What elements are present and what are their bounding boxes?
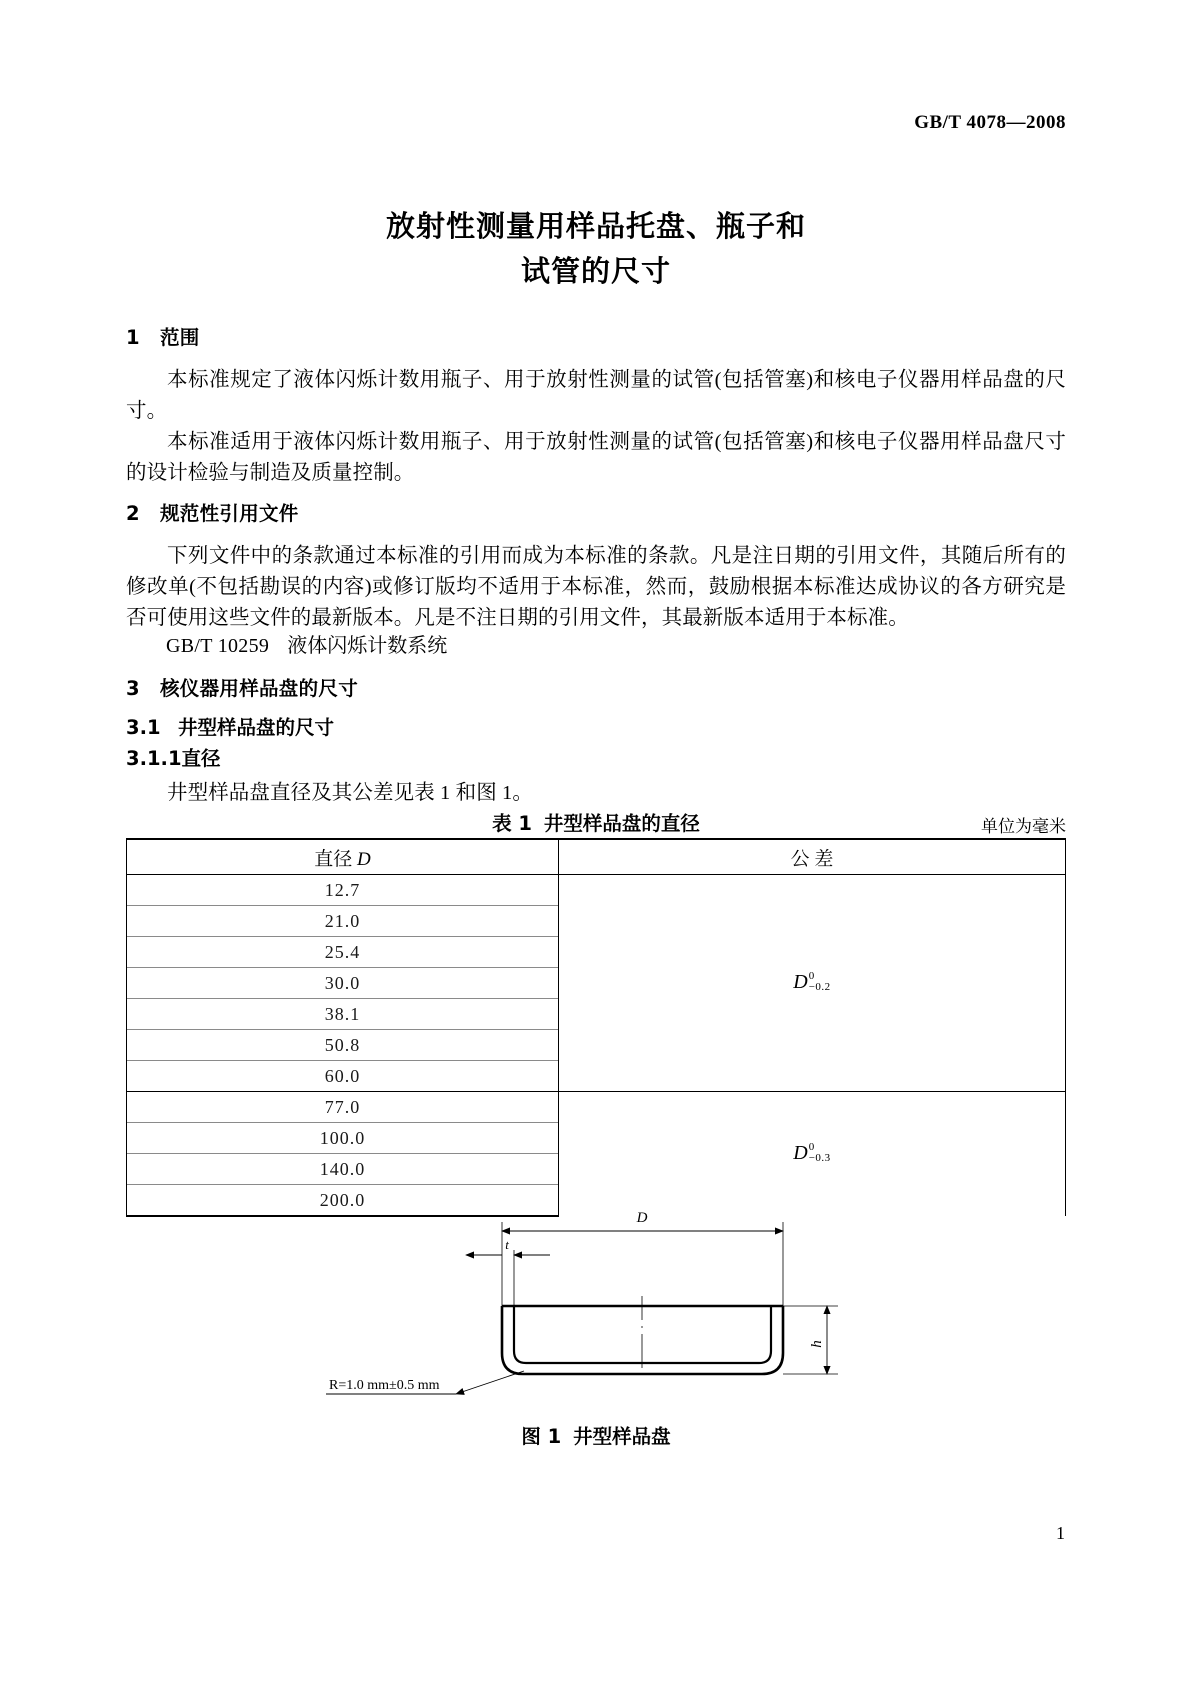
normative-reference-list	[126, 631, 1066, 662]
clause-1-heading	[126, 324, 1066, 352]
clause-1-title: 范围	[160, 326, 200, 349]
cell-diameter: 140.0	[127, 1154, 559, 1185]
table-row	[127, 1092, 1066, 1123]
clause-2-heading	[126, 500, 1066, 528]
paragraph: 下列文件中的条款通过本标准的引用而成为本标准的条款。凡是注日期的引用文件，其随后所有的修改单(不包括勘误的内容)或修订版均不适用于本标准，然而，鼓励根据本标准达成协议的各方研究是否可使用这些文件的最新版本。凡是不注日期的引用文件，其最新版本适用于本标准。	[126, 545, 1066, 629]
table-unit-note: 单位为毫米	[981, 817, 1066, 837]
cell-diameter: 30.0	[127, 968, 559, 999]
figure-caption-label: 图 1	[521, 1425, 562, 1448]
title-line-1: 放射性测量用样品托盘、瓶子和	[385, 209, 806, 243]
tolerance-values	[809, 971, 831, 994]
cell-diameter: 21.0	[127, 906, 559, 937]
figure-caption	[126, 1421, 1066, 1449]
table-caption	[126, 808, 1066, 836]
tolerance-upper: 0	[808, 969, 815, 982]
radius-note: R=1.0 mm±0.5 mm	[329, 1378, 440, 1393]
clause-1-number: 1	[126, 326, 140, 349]
column-header-diameter-text: 直径	[314, 848, 353, 870]
cell-diameter: 100.0	[127, 1123, 559, 1154]
radius-leader-line	[456, 1371, 524, 1394]
cell-diameter: 200.0	[127, 1185, 559, 1217]
subclause-3-1-1-title: 直径	[181, 747, 221, 770]
dimension-label-thickness: t	[505, 1237, 509, 1252]
subclause-3-1-1-number: 3.1.1	[126, 747, 182, 770]
cell-diameter: 25.4	[127, 937, 559, 968]
figure-caption-text: 井型样品盘	[573, 1425, 671, 1448]
cell-diameter: 50.8	[127, 1030, 559, 1061]
reference-code: GB/T 10259	[166, 635, 270, 657]
tolerance-lower: −0.3	[808, 1152, 831, 1165]
table-container	[126, 838, 1066, 1210]
column-header-tolerance: 公 差	[558, 839, 1065, 875]
tolerance-values	[809, 1142, 831, 1165]
table-row	[127, 875, 1066, 906]
clause-3-title: 核仪器用样品盘的尺寸	[160, 677, 359, 700]
well-sample-tray-drawing	[126, 1188, 1066, 1408]
clause-1	[126, 324, 1066, 352]
clause-3-heading	[126, 675, 1066, 703]
clause-2-title: 规范性引用文件	[160, 502, 299, 525]
subclause-3-1-title: 井型样品盘的尺寸	[178, 716, 335, 739]
subclause-3-1-heading	[126, 714, 1066, 742]
figure-1	[126, 1188, 1066, 1449]
clause-1-body	[126, 365, 1066, 427]
subclause-3-1-1	[126, 745, 1066, 773]
paragraph: 本标准适用于液体闪烁计数用瓶子、用于放射性测量的试管(包括管塞)和核电子仪器用样品盘尺寸的设计检验与制造及质量控制。	[126, 431, 1066, 484]
subclause-3-1-1-heading	[126, 745, 1066, 773]
table-header-row	[127, 839, 1066, 875]
subclause-3-1	[126, 714, 1066, 742]
table-caption-label: 表 1	[492, 812, 532, 835]
table-caption-text: 井型样品盘的直径	[543, 812, 700, 835]
clause-3-number: 3	[126, 677, 140, 700]
cell-diameter: 12.7	[127, 875, 559, 906]
reference-item	[126, 631, 1066, 662]
clause-1-body-2	[126, 427, 1066, 489]
diameter-table	[126, 838, 1066, 1217]
clause-2-body	[126, 541, 1066, 634]
title-line-2: 试管的尺寸	[520, 254, 671, 288]
table-body	[127, 839, 1066, 1216]
paragraph: 井型样品盘直径及其公差见表 1 和图 1。	[167, 782, 533, 804]
clause-2	[126, 500, 1066, 528]
reference-name: 液体闪烁计数系统	[287, 635, 448, 657]
table-intro-paragraph	[126, 778, 1066, 809]
paragraph: 本标准规定了液体闪烁计数用瓶子、用于放射性测量的试管(包括管塞)和核电子仪器用样品盘的尺寸。	[126, 369, 1066, 422]
tolerance-upper: 0	[808, 1140, 815, 1153]
tolerance-symbol: D	[793, 1142, 808, 1165]
clause-3	[126, 675, 1066, 703]
dimension-label-diameter: D	[636, 1210, 648, 1226]
tray-inner-wall	[514, 1306, 771, 1363]
page-number: 1	[1056, 1523, 1065, 1543]
cell-tolerance-group-1	[558, 875, 1065, 1092]
cell-diameter: 77.0	[127, 1092, 559, 1123]
cell-diameter: 60.0	[127, 1061, 559, 1092]
subclause-3-1-number: 3.1	[126, 716, 161, 739]
running-header: GB/T 4078—2008	[914, 112, 1066, 133]
clause-2-number: 2	[126, 502, 140, 525]
tolerance-lower: −0.2	[808, 981, 831, 994]
cell-diameter: 38.1	[127, 999, 559, 1030]
column-header-diameter-symbol: D	[356, 848, 371, 870]
page-title	[126, 204, 1066, 294]
column-header-diameter	[127, 839, 559, 875]
dimension-label-height: h	[809, 1340, 825, 1348]
tolerance-symbol: D	[793, 971, 808, 994]
